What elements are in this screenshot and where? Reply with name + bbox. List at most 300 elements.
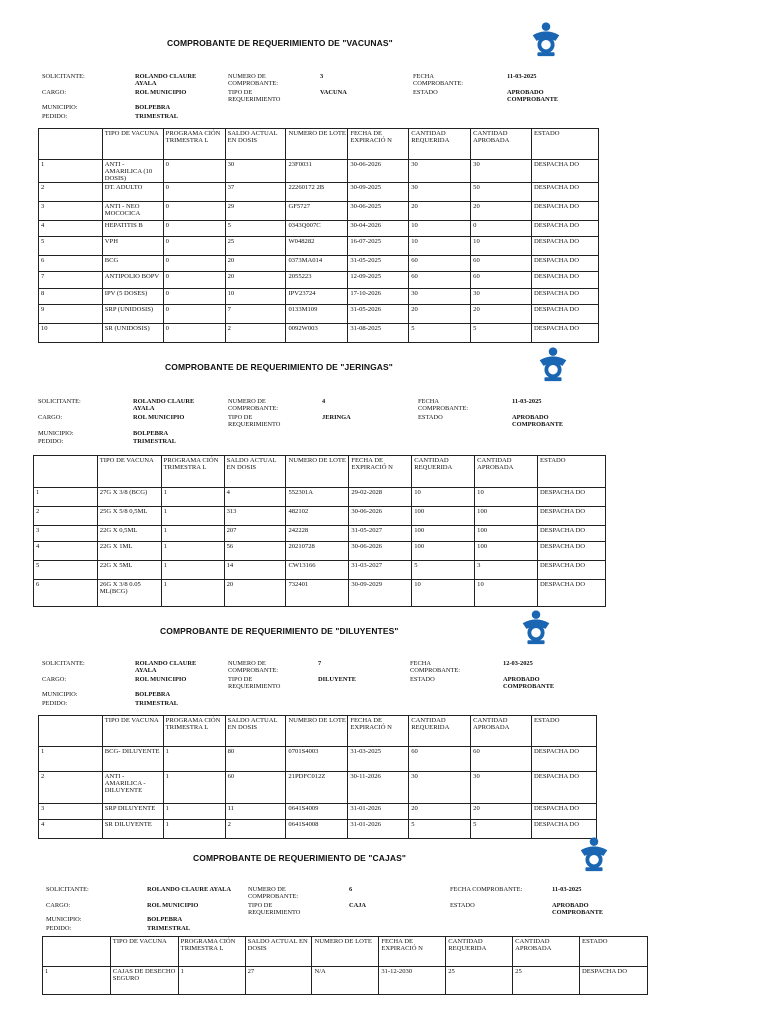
pedido-value: TRIMESTRAL xyxy=(133,438,176,445)
table-row xyxy=(39,183,599,202)
cargo-value: ROL MUNICIPIO xyxy=(135,89,187,96)
cell-estado: DESPACHA DO xyxy=(532,202,599,221)
fecha-value: 11-03-2025 xyxy=(512,398,542,405)
health-logo-icon xyxy=(534,345,572,383)
municipio-value: BOLPEBRA xyxy=(135,104,171,111)
cell-tipo-vacuna: SR DILUYENTE xyxy=(102,820,163,839)
cell-cantidad-requerida: 5 xyxy=(409,324,471,343)
table-row xyxy=(39,820,597,839)
cargo-label: CARGO: xyxy=(42,676,67,683)
column-header-tipo-vacuna: TIPO DE VACUNA xyxy=(97,456,161,488)
table-row xyxy=(39,747,597,772)
cell-saldo: 60 xyxy=(225,772,286,804)
fecha-label: FECHA COMPROBANTE: xyxy=(418,398,469,412)
cell-row-number: 5 xyxy=(39,237,103,256)
cell-row-number: 8 xyxy=(39,289,103,305)
cell-cantidad-requerida: 10 xyxy=(412,488,475,507)
cell-row-number: 7 xyxy=(39,272,103,289)
cell-lote: 0641S4008 xyxy=(286,820,348,839)
municipio-label: MUNICIPIO: xyxy=(46,916,82,923)
column-header-cantidad-requerida: CANTIDAD REQUERIDA xyxy=(412,456,475,488)
cell-lote: 242228 xyxy=(286,526,349,542)
cell-lote: 20210728 xyxy=(286,542,349,561)
cell-row-number: 1 xyxy=(39,160,103,183)
cell-programacion: 0 xyxy=(163,305,225,324)
solicitante-label: SOLICITANTE: xyxy=(46,886,89,893)
column-header-estado: ESTADO xyxy=(532,716,597,747)
cell-saldo: 4 xyxy=(224,488,286,507)
estado-label: ESTADO xyxy=(418,414,443,421)
cell-lote: 552301A xyxy=(286,488,349,507)
solicitante-label: SOLICITANTE: xyxy=(42,660,85,667)
numero-value: 6 xyxy=(349,886,353,893)
column-header-lote: NUMERO DE LOTE xyxy=(286,716,348,747)
cell-estado: DESPACHA DO xyxy=(538,488,606,507)
column-header-programacion: PROGRAMA CIÓN TRIMESTRA L xyxy=(163,716,225,747)
pedido-label: PEDIDO: xyxy=(42,113,68,120)
cell-tipo-vacuna: ANTI - AMARILICA - DILUYENTE xyxy=(102,772,163,804)
cell-expiracion: 17-10-2026 xyxy=(348,289,409,305)
column-header-estado: ESTADO xyxy=(532,129,599,160)
cell-tipo-vacuna: DT. ADULTO xyxy=(102,183,163,202)
table-header-row xyxy=(39,716,597,747)
column-header-cantidad-aprobada: CANTIDAD APROBADA xyxy=(471,129,532,160)
column-header-programacion: PROGRAMA CIÓN TRIMESTRA L xyxy=(178,937,245,967)
cell-cantidad-aprobada: 100 xyxy=(475,507,538,526)
column-header-cantidad-requerida: CANTIDAD REQUERIDA xyxy=(409,129,471,160)
table-row xyxy=(39,202,599,221)
cell-cantidad-requerida: 30 xyxy=(409,183,471,202)
cell-cantidad-requerida: 100 xyxy=(412,542,475,561)
cell-estado: DESPACHA DO xyxy=(532,324,599,343)
fecha-value: 11-03-2025 xyxy=(507,73,537,80)
table-header-row xyxy=(34,456,606,488)
estado-value: APROBADO COMPROBANTE xyxy=(512,414,564,428)
cell-lote: CW13166 xyxy=(286,561,349,580)
cell-tipo-vacuna: CAJAS DE DESECHO SEGURO xyxy=(110,967,178,995)
column-header-estado: ESTADO xyxy=(538,456,606,488)
column-header-tipo-vacuna: TIPO DE VACUNA xyxy=(110,937,178,967)
fecha-value: 12-03-2025 xyxy=(503,660,533,667)
cell-saldo: 30 xyxy=(225,160,286,183)
cell-estado: DESPACHA DO xyxy=(532,272,599,289)
cell-row-number: 4 xyxy=(39,221,103,237)
cell-programacion: 1 xyxy=(161,488,224,507)
cell-programacion: 0 xyxy=(163,289,225,305)
cell-expiracion: 31-08-2025 xyxy=(348,324,409,343)
section-title: COMPROBANTE DE REQUERIMIENTO DE "VACUNAS" xyxy=(167,38,393,48)
column-header-programacion: PROGRAMA CIÓN TRIMESTRA L xyxy=(161,456,224,488)
cell-programacion: 1 xyxy=(161,580,224,607)
cell-saldo: 25 xyxy=(225,237,286,256)
cell-expiracion: 31-03-2025 xyxy=(348,747,409,772)
cell-row-number: 6 xyxy=(34,580,98,607)
column-header-estado: ESTADO xyxy=(580,937,648,967)
cell-expiracion: 16-07-2025 xyxy=(348,237,409,256)
cell-programacion: 0 xyxy=(163,256,225,272)
numero-value: 7 xyxy=(318,660,322,667)
cell-estado: DESPACHA DO xyxy=(532,305,599,324)
column-header-expiracion: FECHA DE EXPIRACIÓ N xyxy=(349,456,412,488)
cell-cantidad-requerida: 20 xyxy=(409,202,471,221)
cell-saldo: 80 xyxy=(225,747,286,772)
cell-cantidad-requerida: 5 xyxy=(412,561,475,580)
cell-estado: DESPACHA DO xyxy=(532,772,597,804)
cell-expiracion: 30-09-2025 xyxy=(348,183,409,202)
cell-tipo-vacuna: 25G X 5/8 0,5ML xyxy=(97,507,161,526)
cell-cantidad-aprobada: 100 xyxy=(475,542,538,561)
cell-programacion: 1 xyxy=(161,542,224,561)
cell-tipo-vacuna: SRP (UNIDOSIS) xyxy=(102,305,163,324)
table-row xyxy=(34,561,606,580)
cell-expiracion: 30-04-2026 xyxy=(348,221,409,237)
estado-value: APROBADO COMPROBANTE xyxy=(507,89,559,103)
cell-cantidad-aprobada: 20 xyxy=(471,804,532,820)
table-row xyxy=(39,305,599,324)
cell-saldo: 20 xyxy=(225,272,286,289)
estado-value: APROBADO COMPROBANTE xyxy=(503,676,555,690)
municipio-value: BOLPEBRA xyxy=(135,691,171,698)
cell-estado: DESPACHA DO xyxy=(532,160,599,183)
tipo-label: TIPO DE REQUERIMIENTO xyxy=(228,414,281,428)
cell-cantidad-requerida: 10 xyxy=(409,221,471,237)
solicitante-value: ROLANDO CLAURE AYALA xyxy=(133,398,195,412)
cell-cantidad-aprobada: 5 xyxy=(471,820,532,839)
cell-programacion: 0 xyxy=(163,237,225,256)
cell-programacion: 0 xyxy=(163,160,225,183)
cell-row-number: 2 xyxy=(39,772,103,804)
cell-row-number: 6 xyxy=(39,256,103,272)
cell-row-number: 3 xyxy=(39,804,103,820)
requirement-table xyxy=(38,128,599,343)
numero-label: NUMERO DE COMPROBANTE: xyxy=(228,73,279,87)
column-header-saldo: SALDO ACTUAL EN DOSIS xyxy=(225,129,286,160)
tipo-label: TIPO DE REQUERIMIENTO xyxy=(228,676,281,690)
table-row xyxy=(39,804,597,820)
tipo-label: TIPO DE REQUERIMIENTO xyxy=(228,89,281,103)
cell-cantidad-aprobada: 30 xyxy=(471,772,532,804)
health-logo-icon xyxy=(517,608,555,646)
cell-tipo-vacuna: 22G X 5ML xyxy=(97,561,161,580)
cargo-value: ROL MUNICIPIO xyxy=(135,676,187,683)
cell-cantidad-aprobada: 60 xyxy=(471,747,532,772)
cell-tipo-vacuna: ANTI - NEO MOCOCICA xyxy=(102,202,163,221)
cell-programacion: 1 xyxy=(163,820,225,839)
cell-expiracion: 30-06-2026 xyxy=(349,542,412,561)
cell-cantidad-requerida: 60 xyxy=(409,272,471,289)
cell-cantidad-requerida: 20 xyxy=(409,305,471,324)
cell-row-number: 1 xyxy=(39,747,103,772)
cell-programacion: 1 xyxy=(178,967,245,995)
cell-cantidad-aprobada: 30 xyxy=(471,160,532,183)
solicitante-value: ROLANDO CLAURE AYALA xyxy=(135,73,197,87)
fecha-label: FECHA COMPROBANTE: xyxy=(450,886,523,893)
cell-estado: DESPACHA DO xyxy=(532,804,597,820)
column-header-cantidad-aprobada: CANTIDAD APROBADA xyxy=(471,716,532,747)
cell-saldo: 29 xyxy=(225,202,286,221)
cell-saldo: 27 xyxy=(245,967,312,995)
cell-estado: DESPACHA DO xyxy=(532,256,599,272)
fecha-label: FECHA COMPROBANTE: xyxy=(410,660,461,674)
cell-row-number: 3 xyxy=(39,202,103,221)
column-header-expiracion: FECHA DE EXPIRACIÓ N xyxy=(348,716,409,747)
cell-expiracion: 30-09-2029 xyxy=(349,580,412,607)
cell-programacion: 1 xyxy=(163,772,225,804)
cell-lote: 2055223 xyxy=(286,272,348,289)
cell-saldo: 20 xyxy=(224,580,286,607)
table-row xyxy=(34,507,606,526)
table-row xyxy=(34,580,606,607)
cell-saldo: 56 xyxy=(224,542,286,561)
cell-lote: 22260172 2B xyxy=(286,183,348,202)
table-row xyxy=(34,488,606,507)
pedido-label: PEDIDO: xyxy=(38,438,64,445)
cell-saldo: 7 xyxy=(225,305,286,324)
section-title: COMPROBANTE DE REQUERIMIENTO DE "CAJAS" xyxy=(193,853,406,863)
cell-tipo-vacuna: ANTI - AMARILICA (10 DOSIS) xyxy=(102,160,163,183)
cell-expiracion: 31-05-2026 xyxy=(348,305,409,324)
cell-programacion: 0 xyxy=(163,183,225,202)
tipo-value: CAJA xyxy=(349,902,367,909)
cell-lote: 0373MA014 xyxy=(286,256,348,272)
cell-lote: 21PDFC012Z xyxy=(286,772,348,804)
cell-expiracion: 31-05-2025 xyxy=(348,256,409,272)
column-header-cantidad-aprobada: CANTIDAD APROBADA xyxy=(475,456,538,488)
cell-cantidad-aprobada: 20 xyxy=(471,305,532,324)
table-row xyxy=(34,542,606,561)
cell-tipo-vacuna: VPH xyxy=(102,237,163,256)
municipio-value: BOLPEBRA xyxy=(147,916,183,923)
cell-row-number: 1 xyxy=(43,967,111,995)
cell-estado: DESPACHA DO xyxy=(532,221,599,237)
cell-tipo-vacuna: BCG- DILUYENTE xyxy=(102,747,163,772)
cell-cantidad-requerida: 60 xyxy=(409,747,471,772)
table-header-row xyxy=(39,129,599,160)
section-title: COMPROBANTE DE REQUERIMIENTO DE "JERINGAS" xyxy=(165,362,393,372)
cell-cantidad-aprobada: 50 xyxy=(471,183,532,202)
cell-cantidad-requerida: 30 xyxy=(409,289,471,305)
pedido-value: TRIMESTRAL xyxy=(135,700,178,707)
cell-estado: DESPACHA DO xyxy=(538,507,606,526)
numero-value: 4 xyxy=(322,398,326,405)
cell-estado: DESPACHA DO xyxy=(538,561,606,580)
municipio-label: MUNICIPIO: xyxy=(42,104,78,111)
table-row xyxy=(39,237,599,256)
cell-row-number: 9 xyxy=(39,305,103,324)
cell-expiracion: 30-11-2026 xyxy=(348,772,409,804)
cell-row-number: 4 xyxy=(39,820,103,839)
cell-tipo-vacuna: BCG xyxy=(102,256,163,272)
column-header-tipo-vacuna: TIPO DE VACUNA xyxy=(102,716,163,747)
cell-cantidad-aprobada: 5 xyxy=(471,324,532,343)
cell-tipo-vacuna: IPV (5 DOSES) xyxy=(102,289,163,305)
cell-cantidad-aprobada: 10 xyxy=(475,580,538,607)
cell-row-number: 5 xyxy=(34,561,98,580)
cell-lote: 0641S4009 xyxy=(286,804,348,820)
cell-cantidad-requerida: 60 xyxy=(409,256,471,272)
table-row xyxy=(43,967,648,995)
column-header-tipo-vacuna: TIPO DE VACUNA xyxy=(102,129,163,160)
cell-tipo-vacuna: SRP DILUYENTE xyxy=(102,804,163,820)
cell-tipo-vacuna: 22G X 1ML xyxy=(97,542,161,561)
cell-saldo: 14 xyxy=(224,561,286,580)
cell-estado: DESPACHA DO xyxy=(532,289,599,305)
column-header-programacion: PROGRAMA CIÓN TRIMESTRA L xyxy=(163,129,225,160)
table-row xyxy=(39,289,599,305)
requirement-table xyxy=(42,936,648,995)
column-header-row-number xyxy=(39,716,103,747)
table-row xyxy=(39,160,599,183)
column-header-lote: NUMERO DE LOTE xyxy=(312,937,379,967)
numero-value: 3 xyxy=(320,73,324,80)
numero-label: NUMERO DE COMPROBANTE: xyxy=(228,660,279,674)
cell-lote: 0133M109 xyxy=(286,305,348,324)
cell-cantidad-requerida: 5 xyxy=(409,820,471,839)
cell-cantidad-aprobada: 0 xyxy=(471,221,532,237)
cell-estado: DESPACHA DO xyxy=(538,542,606,561)
cell-lote: 23F0031 xyxy=(286,160,348,183)
pedido-label: PEDIDO: xyxy=(42,700,68,707)
table-row xyxy=(34,526,606,542)
cell-cantidad-requerida: 100 xyxy=(412,507,475,526)
column-header-expiracion: FECHA DE EXPIRACIÓ N xyxy=(379,937,446,967)
cell-lote: 732401 xyxy=(286,580,349,607)
cell-cantidad-aprobada: 25 xyxy=(513,967,580,995)
solicitante-value: ROLANDO CLAURE AYALA xyxy=(135,660,197,674)
estado-value: APROBADO COMPROBANTE xyxy=(552,902,604,916)
cell-row-number: 3 xyxy=(34,526,98,542)
cell-tipo-vacuna: ANTIPOLIO BOPV xyxy=(102,272,163,289)
cell-saldo: 5 xyxy=(225,221,286,237)
pedido-label: PEDIDO: xyxy=(46,925,72,932)
cell-programacion: 0 xyxy=(163,221,225,237)
cell-estado: DESPACHA DO xyxy=(532,747,597,772)
cell-programacion: 1 xyxy=(161,561,224,580)
cargo-label: CARGO: xyxy=(46,902,71,909)
cell-lote: N/A xyxy=(312,967,379,995)
section-title: COMPROBANTE DE REQUERIMIENTO DE "DILUYENTES" xyxy=(160,626,399,636)
cell-programacion: 0 xyxy=(163,272,225,289)
cell-saldo: 2 xyxy=(225,820,286,839)
cell-saldo: 207 xyxy=(224,526,286,542)
column-header-lote: NUMERO DE LOTE xyxy=(286,456,349,488)
cell-row-number: 10 xyxy=(39,324,103,343)
numero-label: NUMERO DE COMPROBANTE: xyxy=(228,398,279,412)
cell-cantidad-requerida: 10 xyxy=(409,237,471,256)
cell-row-number: 1 xyxy=(34,488,98,507)
cell-row-number: 2 xyxy=(34,507,98,526)
cell-cantidad-aprobada: 3 xyxy=(475,561,538,580)
municipio-label: MUNICIPIO: xyxy=(38,430,74,437)
cell-cantidad-aprobada: 60 xyxy=(471,272,532,289)
column-header-expiracion: FECHA DE EXPIRACIÓ N xyxy=(348,129,409,160)
cell-estado: DESPACHA DO xyxy=(538,580,606,607)
column-header-saldo: SALDO ACTUAL EN DOSIS xyxy=(225,716,286,747)
tipo-value: DILUYENTE xyxy=(318,676,356,683)
cell-cantidad-requerida: 30 xyxy=(409,160,471,183)
cell-expiracion: 31-01-2026 xyxy=(348,804,409,820)
column-header-saldo: SALDO ACTUAL EN DOSIS xyxy=(245,937,312,967)
cell-estado: DESPACHA DO xyxy=(580,967,648,995)
cell-programacion: 1 xyxy=(163,804,225,820)
cell-expiracion: 31-03-2027 xyxy=(349,561,412,580)
cell-lote: 0701S4003 xyxy=(286,747,348,772)
cell-expiracion: 30-06-2026 xyxy=(348,160,409,183)
cargo-value: ROL MUNICIPIO xyxy=(147,902,199,909)
cell-cantidad-requerida: 25 xyxy=(446,967,513,995)
cell-cantidad-aprobada: 20 xyxy=(471,202,532,221)
solicitante-value: ROLANDO CLAURE AYALA xyxy=(147,886,232,893)
health-logo-icon xyxy=(575,835,613,873)
column-header-row-number xyxy=(34,456,98,488)
table-row xyxy=(39,772,597,804)
estado-label: ESTADO xyxy=(450,902,475,909)
column-header-cantidad-requerida: CANTIDAD REQUERIDA xyxy=(409,716,471,747)
cell-saldo: 10 xyxy=(225,289,286,305)
cell-programacion: 1 xyxy=(161,526,224,542)
table-row xyxy=(39,256,599,272)
column-header-row-number xyxy=(39,129,103,160)
cell-expiracion: 31-01-2026 xyxy=(348,820,409,839)
cell-expiracion: 31-12-2030 xyxy=(379,967,446,995)
cell-programacion: 1 xyxy=(163,747,225,772)
cargo-label: CARGO: xyxy=(38,414,63,421)
cell-expiracion: 12-09-2025 xyxy=(348,272,409,289)
cell-programacion: 0 xyxy=(163,324,225,343)
municipio-value: BOLPEBRA xyxy=(133,430,169,437)
tipo-label: TIPO DE REQUERIMIENTO xyxy=(248,902,301,916)
cell-programacion: 0 xyxy=(163,202,225,221)
cell-saldo: 2 xyxy=(225,324,286,343)
column-header-saldo: SALDO ACTUAL EN DOSIS xyxy=(224,456,286,488)
cell-tipo-vacuna: 27G X 3/8 (BCG) xyxy=(97,488,161,507)
cell-cantidad-aprobada: 100 xyxy=(475,526,538,542)
cell-lote: IPV23724 xyxy=(286,289,348,305)
cell-lote: 482102 xyxy=(286,507,349,526)
table-row xyxy=(39,221,599,237)
cell-lote: 0343Q007C xyxy=(286,221,348,237)
cell-cantidad-requerida: 10 xyxy=(412,580,475,607)
cell-estado: DESPACHA DO xyxy=(532,237,599,256)
table-row xyxy=(39,272,599,289)
requirement-table xyxy=(33,455,606,607)
pedido-value: TRIMESTRAL xyxy=(135,113,178,120)
municipio-label: MUNICIPIO: xyxy=(42,691,78,698)
cell-expiracion: 30-06-2026 xyxy=(349,507,412,526)
cell-row-number: 2 xyxy=(39,183,103,202)
cell-tipo-vacuna: SR (UNIDOSIS) xyxy=(102,324,163,343)
cell-cantidad-requerida: 100 xyxy=(412,526,475,542)
cell-lote: GF5727 xyxy=(286,202,348,221)
cell-tipo-vacuna: HEPATITIS B xyxy=(102,221,163,237)
cell-tipo-vacuna: 22G X 0,5ML xyxy=(97,526,161,542)
fecha-value: 11-03-2025 xyxy=(552,886,582,893)
cell-estado: DESPACHA DO xyxy=(538,526,606,542)
cell-expiracion: 29-02-2028 xyxy=(349,488,412,507)
tipo-value: JERINGA xyxy=(322,414,351,421)
pedido-value: TRIMESTRAL xyxy=(147,925,190,932)
cell-cantidad-aprobada: 10 xyxy=(475,488,538,507)
cell-saldo: 37 xyxy=(225,183,286,202)
cell-cantidad-aprobada: 10 xyxy=(471,237,532,256)
tipo-value: VACUNA xyxy=(320,89,347,96)
cell-saldo: 313 xyxy=(224,507,286,526)
cell-saldo: 11 xyxy=(225,804,286,820)
table-header-row xyxy=(43,937,648,967)
solicitante-label: SOLICITANTE: xyxy=(42,73,85,80)
cell-estado: DESPACHA DO xyxy=(532,820,597,839)
cell-row-number: 4 xyxy=(34,542,98,561)
